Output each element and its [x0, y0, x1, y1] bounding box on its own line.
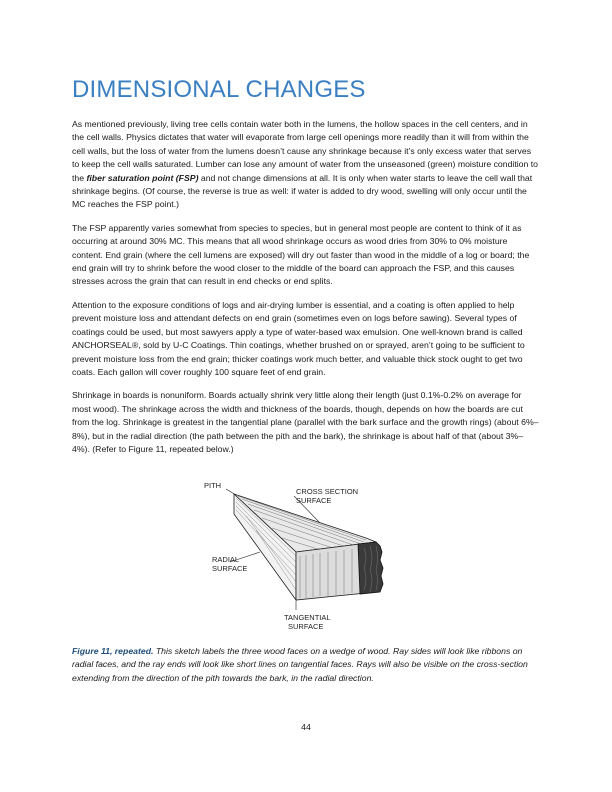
- figure-caption: [72, 645, 540, 685]
- paragraph-1: [72, 118, 540, 212]
- wood-wedge-illustration: [196, 480, 396, 635]
- paragraph-4: Shrinkage in boards is nonuniform. Boards actually shrink very little along their length (just 0.1%-0.2% on average for most wood). The shrinkage across the width and thickness of the boards, though, depends on how the boards are cut from the log. Shrinkage is greatest in the tangential plane (parallel with the bark surface and the growth rings) (about 6%–8%), but in the radial direction (the path between the pith and the bark), the shrinkage is about half of that (about 3%–4%). (Refer to Figure 11, repeated below.): [72, 390, 539, 454]
- paragraph-2: The FSP apparently varies somewhat from species to species, but in general most people are content to think of it as occurring at around 30% MC. This means that all wood shrinkage occurs as wood dries from 30% to 0% moisture content. End grain (where the cell lumens are exposed) will dry out faster than wood in the middle of a log or board; the end grain will try to shrink before the wood closer to the middle of the board can approach the FSP, and this causes stresses across the grain that can result in end checks or end splits.: [72, 222, 530, 287]
- label-pith: PITH: [204, 481, 222, 490]
- page-number: 44: [301, 722, 311, 732]
- page-title: DIMENSIONAL CHANGES: [72, 76, 366, 103]
- caption-text: This sketch labels the three wood faces on a wedge of wood. Ray sides will look like ribbons on radial faces, and the ray ends will look like short lines on tangential faces. Rays will also be visible on the cross-section extending from the direction of the pith towards the bark, in the radial direction.: [72, 646, 528, 683]
- label-cross-section-2: SURFACE: [296, 496, 332, 505]
- label-tangential-2: SURFACE: [288, 622, 324, 631]
- body-text: [72, 118, 540, 466]
- paragraph-3: Attention to the exposure conditions of logs and air-drying lumber is essential, and a coating is often applied to help prevent moisture loss and attendant defects on end grain (sometimes even on logs before sawing). Several types of coatings could be used, but most sawyers apply a type of water-based wax emulsion. One well-known brand is called ANCHORSEAL®, sold by U-C Coatings. Thin coatings, whether brushed on or sprayed, aren’t going to be sufficient to prevent moisture loss from the end grain; thicker coatings work much better, and valuable thick stock ought to get two coats. Each gallon will cover roughly 100 square feet of end grain.: [72, 299, 525, 377]
- wood-wedge-figure: [196, 480, 396, 635]
- label-cross-section-1: CROSS SECTION: [296, 487, 359, 496]
- label-radial-2: SURFACE: [212, 564, 248, 573]
- label-tangential-1: TANGENTIAL: [284, 613, 331, 622]
- label-radial-1: RADIAL: [212, 555, 240, 564]
- paragraph-1-part-1: As mentioned previously, living tree cells contain water both in the lumens, the hollow spaces in the cell centers, and in the cell walls. Physics dictates that water will evaporate from large cell openings more readily than it will from within the cell walls, but the loss of water from the lumens doesn’t cause any shrinkage because it’s only excess water that serves to keep the cell walls saturated. Lumber can lose any amount of water from the unseasoned (green) moisture condition to the: [72, 119, 539, 183]
- fsp-term: fiber saturation point (FSP): [86, 172, 199, 183]
- caption-label: Figure 11, repeated.: [72, 646, 154, 656]
- paragraph-1-part-2: and not change dimensions at all. It is only when water starts to leave the cell wall that shrinkage begins. (Of course, the reverse is true as well: if water is added to dry wood, swelling will only occur until the MC reaches the FSP point.): [72, 172, 533, 210]
